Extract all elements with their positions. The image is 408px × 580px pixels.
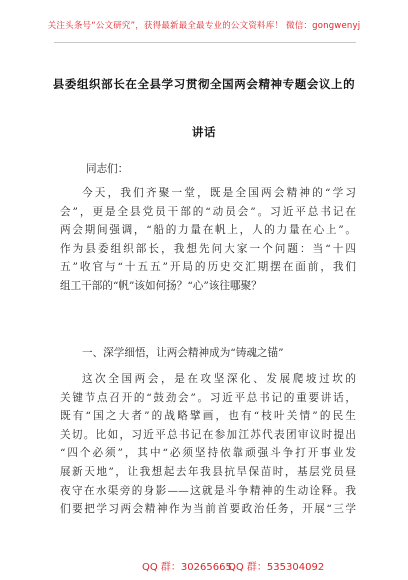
document-title-line-1: 县委组织部长在全县学习贯彻全国两会精神专题会议上的: [52, 77, 356, 91]
paragraph-line: 既有“国之大者”的战略擘画，也有“枝叶关情”的民生: [60, 410, 356, 423]
qq-group-right: QQ 群：535304092: [228, 562, 325, 573]
paragraph-line: 今天，我们齐聚一堂，既是全国两会精神的“学习: [82, 187, 356, 199]
header-divider: [54, 42, 356, 43]
section-heading-1: [60, 344, 356, 363]
paragraph-line: 会”，更是全县党员干部的“动员会”。习近平总书记在: [60, 205, 356, 218]
paragraph-section-1: [60, 370, 356, 519]
paragraph-line: 们要把学习两会精神作为当前首要政治任务，开展“三学: [60, 503, 356, 516]
paragraph-line: “四个必须”，其中“必须坚持依靠顽强斗争打开事业发: [60, 447, 356, 460]
qq-group-left: QQ 群：30265665: [142, 562, 232, 573]
paragraph-line: 五”收官与“十五五”开局的历史交汇期摆在面前，我们: [60, 261, 356, 274]
document-title-line-2: 讲话: [191, 125, 217, 139]
header-banner: 关注头条号“公文研究”，获得最新最全最专业的公文资料库！ 微信：gongwenyj: [47, 21, 361, 31]
section-heading-text: 一、深学细悟，让两会精神成为“铸魂之锚”: [82, 347, 284, 359]
paragraph-line: 关切。比如，习近平总书记在参加江苏代表团审议时提出: [60, 428, 356, 441]
paragraph-line: 两会期间强调，“船的力量在帆上，人的力量在心上”。: [60, 224, 356, 237]
paragraph-line: 这次全国两会，是在攻坚深化、发展爬坡过坎的: [82, 373, 356, 385]
paragraph-line: 夜守在水渠旁的身影——这就是斗争精神的生动诠释。我: [60, 484, 356, 497]
paragraph-line: 展新天地”，让我想起去年我县抗旱保苗时，基层党员昼: [60, 465, 356, 478]
greeting: 同志们：: [86, 163, 129, 175]
paragraph-line: 作为县委组织部长，我想先问大家一个问题：当“十四: [60, 242, 356, 255]
paragraph-opening: [60, 184, 356, 296]
paragraph-line: 关键节点召开的“鼓劲会”。习近平总书记的重要讲话，: [60, 391, 356, 404]
paragraph-line: 组工干部的“帆”该如何扬？“心”该往哪聚？: [60, 279, 262, 292]
